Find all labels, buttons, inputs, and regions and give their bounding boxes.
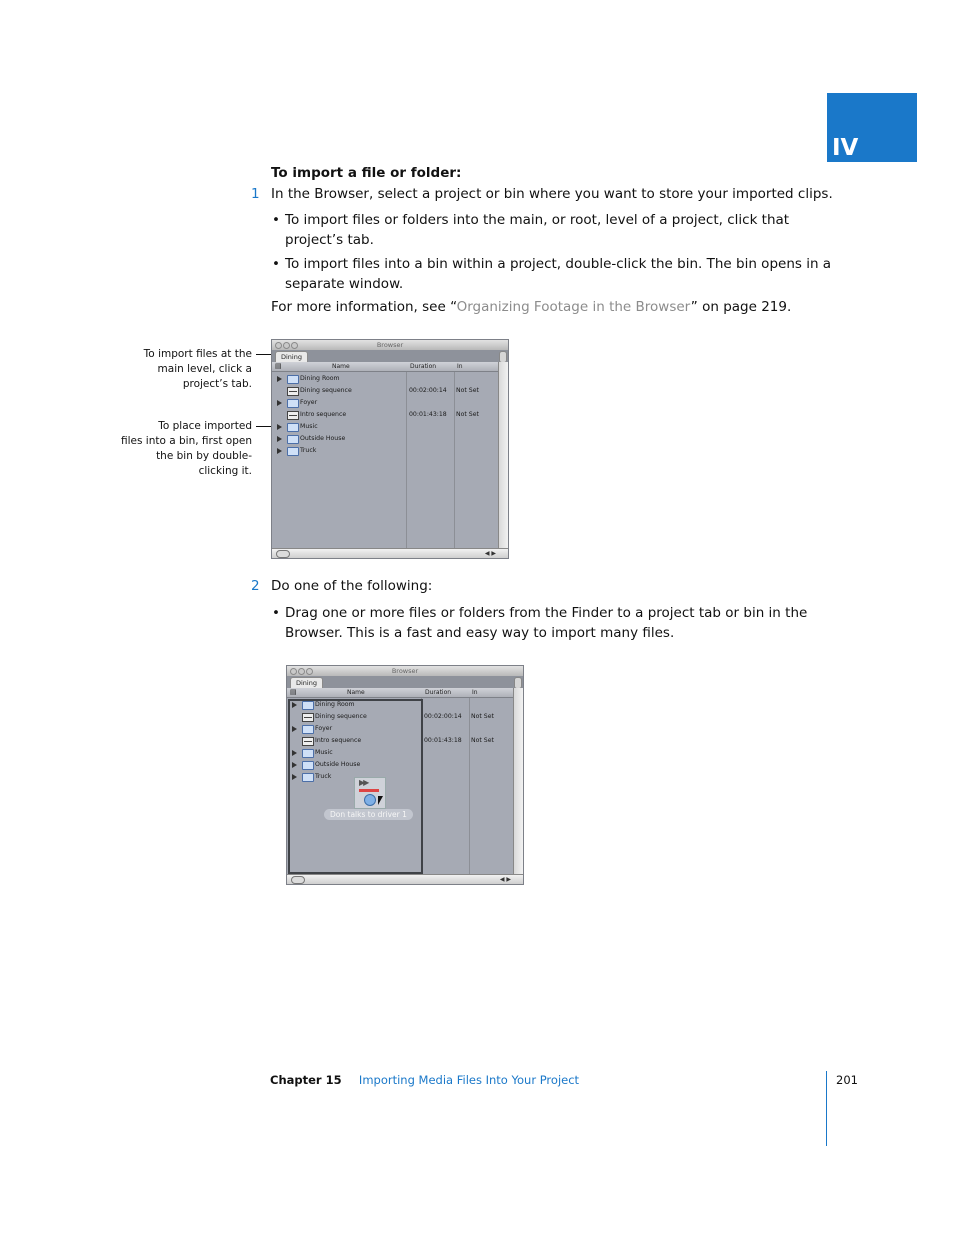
footer-chapter: Chapter 15: [270, 1073, 342, 1087]
sequence-icon: [287, 411, 299, 420]
item-duration: 00:02:00:14: [409, 387, 447, 394]
bullet-mark: •: [272, 212, 280, 228]
clapper-icon: ▤: [290, 688, 297, 696]
dragged-clip-label: Don talks to driver 1: [324, 809, 413, 820]
callout-line-text: To import files at the: [143, 348, 252, 360]
column-name[interactable]: Name: [332, 363, 350, 370]
disclosure-triangle-icon[interactable]: [292, 762, 297, 768]
running-footer: [270, 1073, 579, 1087]
list-item[interactable]: [287, 711, 514, 723]
minimize-button[interactable]: [298, 668, 305, 675]
folder-icon: [302, 749, 314, 758]
column-duration[interactable]: Duration: [410, 363, 437, 370]
folder-icon: [287, 447, 299, 456]
list-item[interactable]: [272, 373, 499, 385]
bullet-mark: •: [272, 605, 280, 621]
scroll-arrows-icon[interactable]: ◀ ▶: [499, 876, 511, 883]
page-number: 201: [836, 1073, 858, 1087]
callout-bin: [110, 419, 252, 479]
item-in: Not Set: [456, 411, 479, 418]
scroll-arrows-icon[interactable]: ◀ ▶: [484, 550, 496, 557]
item-name: Outside House: [315, 761, 361, 768]
scroll-thumb[interactable]: [291, 876, 305, 884]
folder-icon: [302, 773, 314, 782]
callout-tab: [110, 347, 252, 392]
list-item[interactable]: [287, 723, 514, 735]
footer-rule: [826, 1071, 827, 1146]
disclosure-triangle-icon[interactable]: [292, 702, 297, 708]
list-item[interactable]: [287, 699, 514, 711]
clip-icon-stripe: [359, 789, 379, 792]
footer-chapter-title: Importing Media Files Into Your Project: [358, 1073, 580, 1087]
item-name: Music: [300, 423, 318, 430]
column-in[interactable]: In: [472, 689, 478, 696]
tab-row: [272, 350, 508, 362]
callout-line-text: the bin by double-: [156, 450, 252, 462]
cross-reference-link[interactable]: Organizing Footage in the Browser: [456, 299, 691, 315]
disclosure-triangle-icon[interactable]: [277, 436, 282, 442]
browser-title: Browser: [376, 341, 404, 349]
sequence-icon: [302, 713, 314, 722]
bullet-2-line-1: To import files into a bin within a project, double-click the bin. The bin opens in a: [285, 256, 832, 272]
section-heading: To import a file or folder:: [271, 165, 462, 181]
folder-icon: [302, 725, 314, 734]
browser-window-drag: [286, 665, 524, 885]
list-item[interactable]: [272, 445, 499, 457]
item-name: Dining Room: [300, 375, 340, 382]
column-header: [272, 362, 499, 372]
more-info: [271, 297, 791, 317]
callout-line-text: clicking it.: [198, 465, 252, 477]
list-item[interactable]: [287, 771, 514, 783]
column-duration[interactable]: Duration: [425, 689, 452, 696]
part-tab-label: IV: [832, 135, 859, 161]
browser-titlebar: [272, 340, 508, 350]
clapper-icon: ▤: [275, 362, 282, 370]
callout-line-text: project’s tab.: [182, 378, 252, 390]
item-duration: 00:01:43:18: [409, 411, 447, 418]
tab-dining[interactable]: Dining: [275, 351, 308, 363]
item-name: Dining Room: [315, 701, 355, 708]
step-number-2: 2: [251, 578, 260, 594]
item-name: Intro sequence: [315, 737, 362, 744]
step-2-text: Do one of the following:: [271, 578, 433, 594]
bullet-mark: •: [272, 256, 280, 272]
folder-icon: [287, 435, 299, 444]
arrow-cursor-icon: [378, 796, 383, 805]
item-in: Not Set: [471, 737, 494, 744]
disclosure-triangle-icon[interactable]: [292, 774, 297, 780]
item-name: Music: [315, 749, 333, 756]
disclosure-triangle-icon[interactable]: [277, 424, 282, 430]
minimize-button[interactable]: [283, 342, 290, 349]
item-duration: 00:02:00:14: [424, 713, 462, 720]
folder-icon: [287, 375, 299, 384]
disclosure-triangle-icon[interactable]: [277, 376, 282, 382]
browser-titlebar: [287, 666, 523, 676]
disclosure-triangle-icon[interactable]: [277, 400, 282, 406]
close-button[interactable]: [275, 342, 282, 349]
item-in: Not Set: [471, 713, 494, 720]
step-number-1: 1: [251, 186, 260, 202]
item-name: Dining sequence: [300, 387, 352, 394]
folder-icon: [302, 701, 314, 710]
vertical-scrollbar[interactable]: [513, 688, 523, 875]
scroll-thumb[interactable]: [276, 550, 290, 558]
step-1-text: In the Browser, select a project or bin where you want to store your imported clips.: [271, 186, 833, 202]
browser-window: [271, 339, 509, 559]
more-info-prefix: For more information, see “: [271, 299, 457, 315]
item-name: Intro sequence: [300, 411, 347, 418]
item-name: Truck: [315, 773, 332, 780]
disclosure-triangle-icon[interactable]: [277, 448, 282, 454]
bullet-3-line-2: Browser. This is a fast and easy way to import many files.: [285, 625, 675, 641]
folder-icon: [287, 399, 299, 408]
list-item[interactable]: [272, 397, 499, 409]
item-name: Foyer: [315, 725, 333, 732]
disclosure-triangle-icon[interactable]: [292, 750, 297, 756]
tab-row: [287, 676, 523, 688]
tab-dining[interactable]: Dining: [290, 677, 323, 689]
bullet-2-line-2: separate window.: [285, 276, 404, 292]
list-item[interactable]: [287, 759, 514, 771]
horizontal-scrollbar[interactable]: [272, 548, 508, 558]
column-in[interactable]: In: [457, 363, 463, 370]
bullet-1-line-2: project’s tab.: [285, 232, 374, 248]
bullet-3-line-1: Drag one or more files or folders from the Finder to a project tab or bin in the: [285, 605, 808, 621]
more-info-suffix: ” on page 219.: [690, 299, 792, 315]
clip-icon-badge: [364, 794, 376, 806]
disclosure-triangle-icon[interactable]: [292, 726, 297, 732]
list-item[interactable]: [272, 421, 499, 433]
list-item[interactable]: [287, 735, 514, 747]
list-item[interactable]: [287, 747, 514, 759]
column-header: [287, 688, 514, 698]
sequence-icon: [287, 387, 299, 396]
item-duration: 00:01:43:18: [424, 737, 462, 744]
part-tab: [827, 93, 917, 162]
item-name: Truck: [300, 447, 317, 454]
column-name[interactable]: Name: [347, 689, 365, 696]
list-item[interactable]: [272, 385, 499, 397]
sequence-icon: [302, 737, 314, 746]
horizontal-scrollbar[interactable]: [287, 874, 523, 884]
zoom-button[interactable]: [306, 668, 313, 675]
close-button[interactable]: [290, 668, 297, 675]
callout-line-text: files into a bin, first open: [121, 435, 252, 447]
item-name: Dining sequence: [315, 713, 367, 720]
folder-icon: [287, 423, 299, 432]
folder-icon: [302, 761, 314, 770]
callout-line-text: To place imported: [158, 420, 252, 432]
zoom-button[interactable]: [291, 342, 298, 349]
callout-line-text: main level, click a: [157, 363, 252, 375]
item-name: Foyer: [300, 399, 318, 406]
item-in: Not Set: [456, 387, 479, 394]
item-name: Outside House: [300, 435, 346, 442]
list-item[interactable]: [272, 433, 499, 445]
vertical-scrollbar[interactable]: [498, 362, 508, 549]
list-item[interactable]: [272, 409, 499, 421]
bullet-1-line-1: To import files or folders into the main, or root, level of a project, click that: [285, 212, 790, 228]
browser-title: Browser: [391, 667, 419, 675]
